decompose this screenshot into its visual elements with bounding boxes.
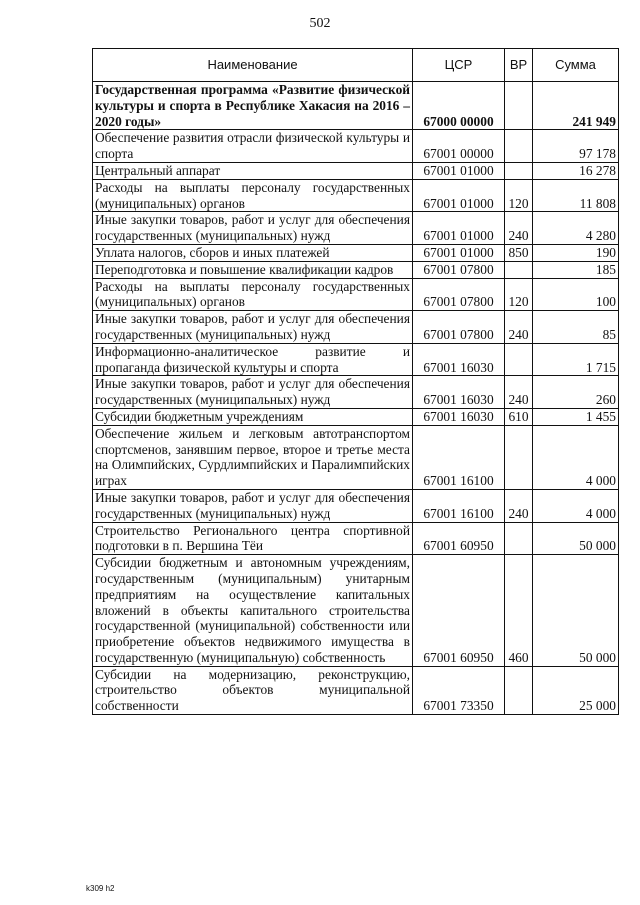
- cell-sum: 1 715: [533, 343, 619, 376]
- cell-name: Субсидии бюджетным и автономным учреждениям, государственным (муниципальным) унитарным предприятиям на осуществление капитальных вложений в объекты капитального строительства государственной (муниципальной) собственности или приобретение объектов недвижимого имущества в государственную (муниципальную) собственность: [93, 555, 413, 667]
- cell-sum: 260: [533, 376, 619, 409]
- cell-csr: 67001 07800: [413, 311, 505, 344]
- cell-sum: 11 808: [533, 179, 619, 212]
- cell-csr: 67000 00000: [413, 82, 505, 130]
- cell-vr: 240: [505, 376, 533, 409]
- cell-csr: 67001 16030: [413, 343, 505, 376]
- page-number: 502: [309, 16, 331, 31]
- cell-name: Уплата налогов, сборов и иных платежей: [93, 244, 413, 261]
- cell-sum: 185: [533, 261, 619, 278]
- table-body: [93, 82, 619, 715]
- cell-name: Иные закупки товаров, работ и услуг для обеспечения государственных (муниципальных) нужд: [93, 489, 413, 522]
- cell-csr: 67001 73350: [413, 666, 505, 714]
- cell-name: Строительство Регионального центра спортивной подготовки в п. Вершина Тёи: [93, 522, 413, 555]
- cell-vr: 120: [505, 278, 533, 311]
- cell-sum: 16 278: [533, 162, 619, 179]
- header-vr: ВР: [505, 49, 533, 82]
- cell-name: Центральный аппарат: [93, 162, 413, 179]
- cell-name: Государственная программа «Развитие физической культуры и спорта в Республике Хакасия на 2016 – 2020 годы»: [93, 82, 413, 130]
- budget-table: [92, 48, 619, 715]
- table-row: [93, 179, 619, 212]
- table-row: [93, 278, 619, 311]
- cell-csr: 67001 60950: [413, 522, 505, 555]
- cell-csr: 67001 16100: [413, 425, 505, 489]
- cell-csr: 67001 01000: [413, 179, 505, 212]
- table-row: [93, 489, 619, 522]
- cell-csr: 67001 07800: [413, 261, 505, 278]
- table-row: [93, 244, 619, 261]
- cell-vr: 240: [505, 489, 533, 522]
- cell-sum: 4 000: [533, 425, 619, 489]
- cell-vr: [505, 162, 533, 179]
- cell-sum: 25 000: [533, 666, 619, 714]
- header-csr: ЦСР: [413, 49, 505, 82]
- cell-csr: 67001 01000: [413, 244, 505, 261]
- cell-sum: 50 000: [533, 555, 619, 667]
- table-row: [93, 376, 619, 409]
- cell-vr: [505, 343, 533, 376]
- cell-sum: 190: [533, 244, 619, 261]
- cell-name: Переподготовка и повышение квалификации кадров: [93, 261, 413, 278]
- cell-sum: 1 455: [533, 408, 619, 425]
- header-sum: Сумма: [533, 49, 619, 82]
- cell-csr: 67001 16030: [413, 376, 505, 409]
- table-row: [93, 130, 619, 163]
- cell-name: Обеспечение жильем и легковым автотранспортом спортсменов, занявшим первое, второе и третье места на Олимпийских, Сурдлимпийских и Паралимпийских играх: [93, 425, 413, 489]
- cell-csr: 67001 16030: [413, 408, 505, 425]
- footer-code: k309 h2: [86, 884, 115, 893]
- cell-csr: 67001 01000: [413, 162, 505, 179]
- cell-name: Обеспечение развития отрасли физической культуры и спорта: [93, 130, 413, 163]
- cell-sum: 4 000: [533, 489, 619, 522]
- cell-sum: 50 000: [533, 522, 619, 555]
- cell-vr: [505, 666, 533, 714]
- cell-name: Информационно-аналитическое развитие и пропаганда физической культуры и спорта: [93, 343, 413, 376]
- header-name: Наименование: [93, 49, 413, 82]
- cell-name: Субсидии на модернизацию, реконструкцию, строительство объектов муниципальной собственности: [93, 666, 413, 714]
- cell-name: Субсидии бюджетным учреждениям: [93, 408, 413, 425]
- table-row: [93, 162, 619, 179]
- cell-vr: 460: [505, 555, 533, 667]
- cell-vr: 240: [505, 311, 533, 344]
- table-row: [93, 425, 619, 489]
- cell-csr: 67001 16100: [413, 489, 505, 522]
- table-row: [93, 343, 619, 376]
- cell-sum: 241 949: [533, 82, 619, 130]
- table-row: [93, 311, 619, 344]
- table-row: [93, 82, 619, 130]
- cell-sum: 97 178: [533, 130, 619, 163]
- cell-vr: 850: [505, 244, 533, 261]
- table-row: [93, 212, 619, 245]
- table-row: [93, 522, 619, 555]
- cell-name: Расходы на выплаты персоналу государственных (муниципальных) органов: [93, 278, 413, 311]
- cell-vr: 240: [505, 212, 533, 245]
- table-row: [93, 555, 619, 667]
- cell-vr: [505, 522, 533, 555]
- cell-name: Иные закупки товаров, работ и услуг для обеспечения государственных (муниципальных) нужд: [93, 212, 413, 245]
- table-row: [93, 666, 619, 714]
- table-header-row: [93, 49, 619, 82]
- cell-csr: 67001 00000: [413, 130, 505, 163]
- cell-vr: [505, 261, 533, 278]
- cell-name: Иные закупки товаров, работ и услуг для обеспечения государственных (муниципальных) нужд: [93, 376, 413, 409]
- table-row: [93, 261, 619, 278]
- cell-name: Расходы на выплаты персоналу государственных (муниципальных) органов: [93, 179, 413, 212]
- cell-sum: 4 280: [533, 212, 619, 245]
- table-row: [93, 408, 619, 425]
- cell-name: Иные закупки товаров, работ и услуг для обеспечения государственных (муниципальных) нужд: [93, 311, 413, 344]
- cell-vr: 610: [505, 408, 533, 425]
- cell-csr: 67001 60950: [413, 555, 505, 667]
- cell-sum: 100: [533, 278, 619, 311]
- cell-vr: [505, 82, 533, 130]
- cell-vr: [505, 130, 533, 163]
- cell-vr: [505, 425, 533, 489]
- cell-csr: 67001 01000: [413, 212, 505, 245]
- cell-vr: 120: [505, 179, 533, 212]
- cell-sum: 85: [533, 311, 619, 344]
- cell-csr: 67001 07800: [413, 278, 505, 311]
